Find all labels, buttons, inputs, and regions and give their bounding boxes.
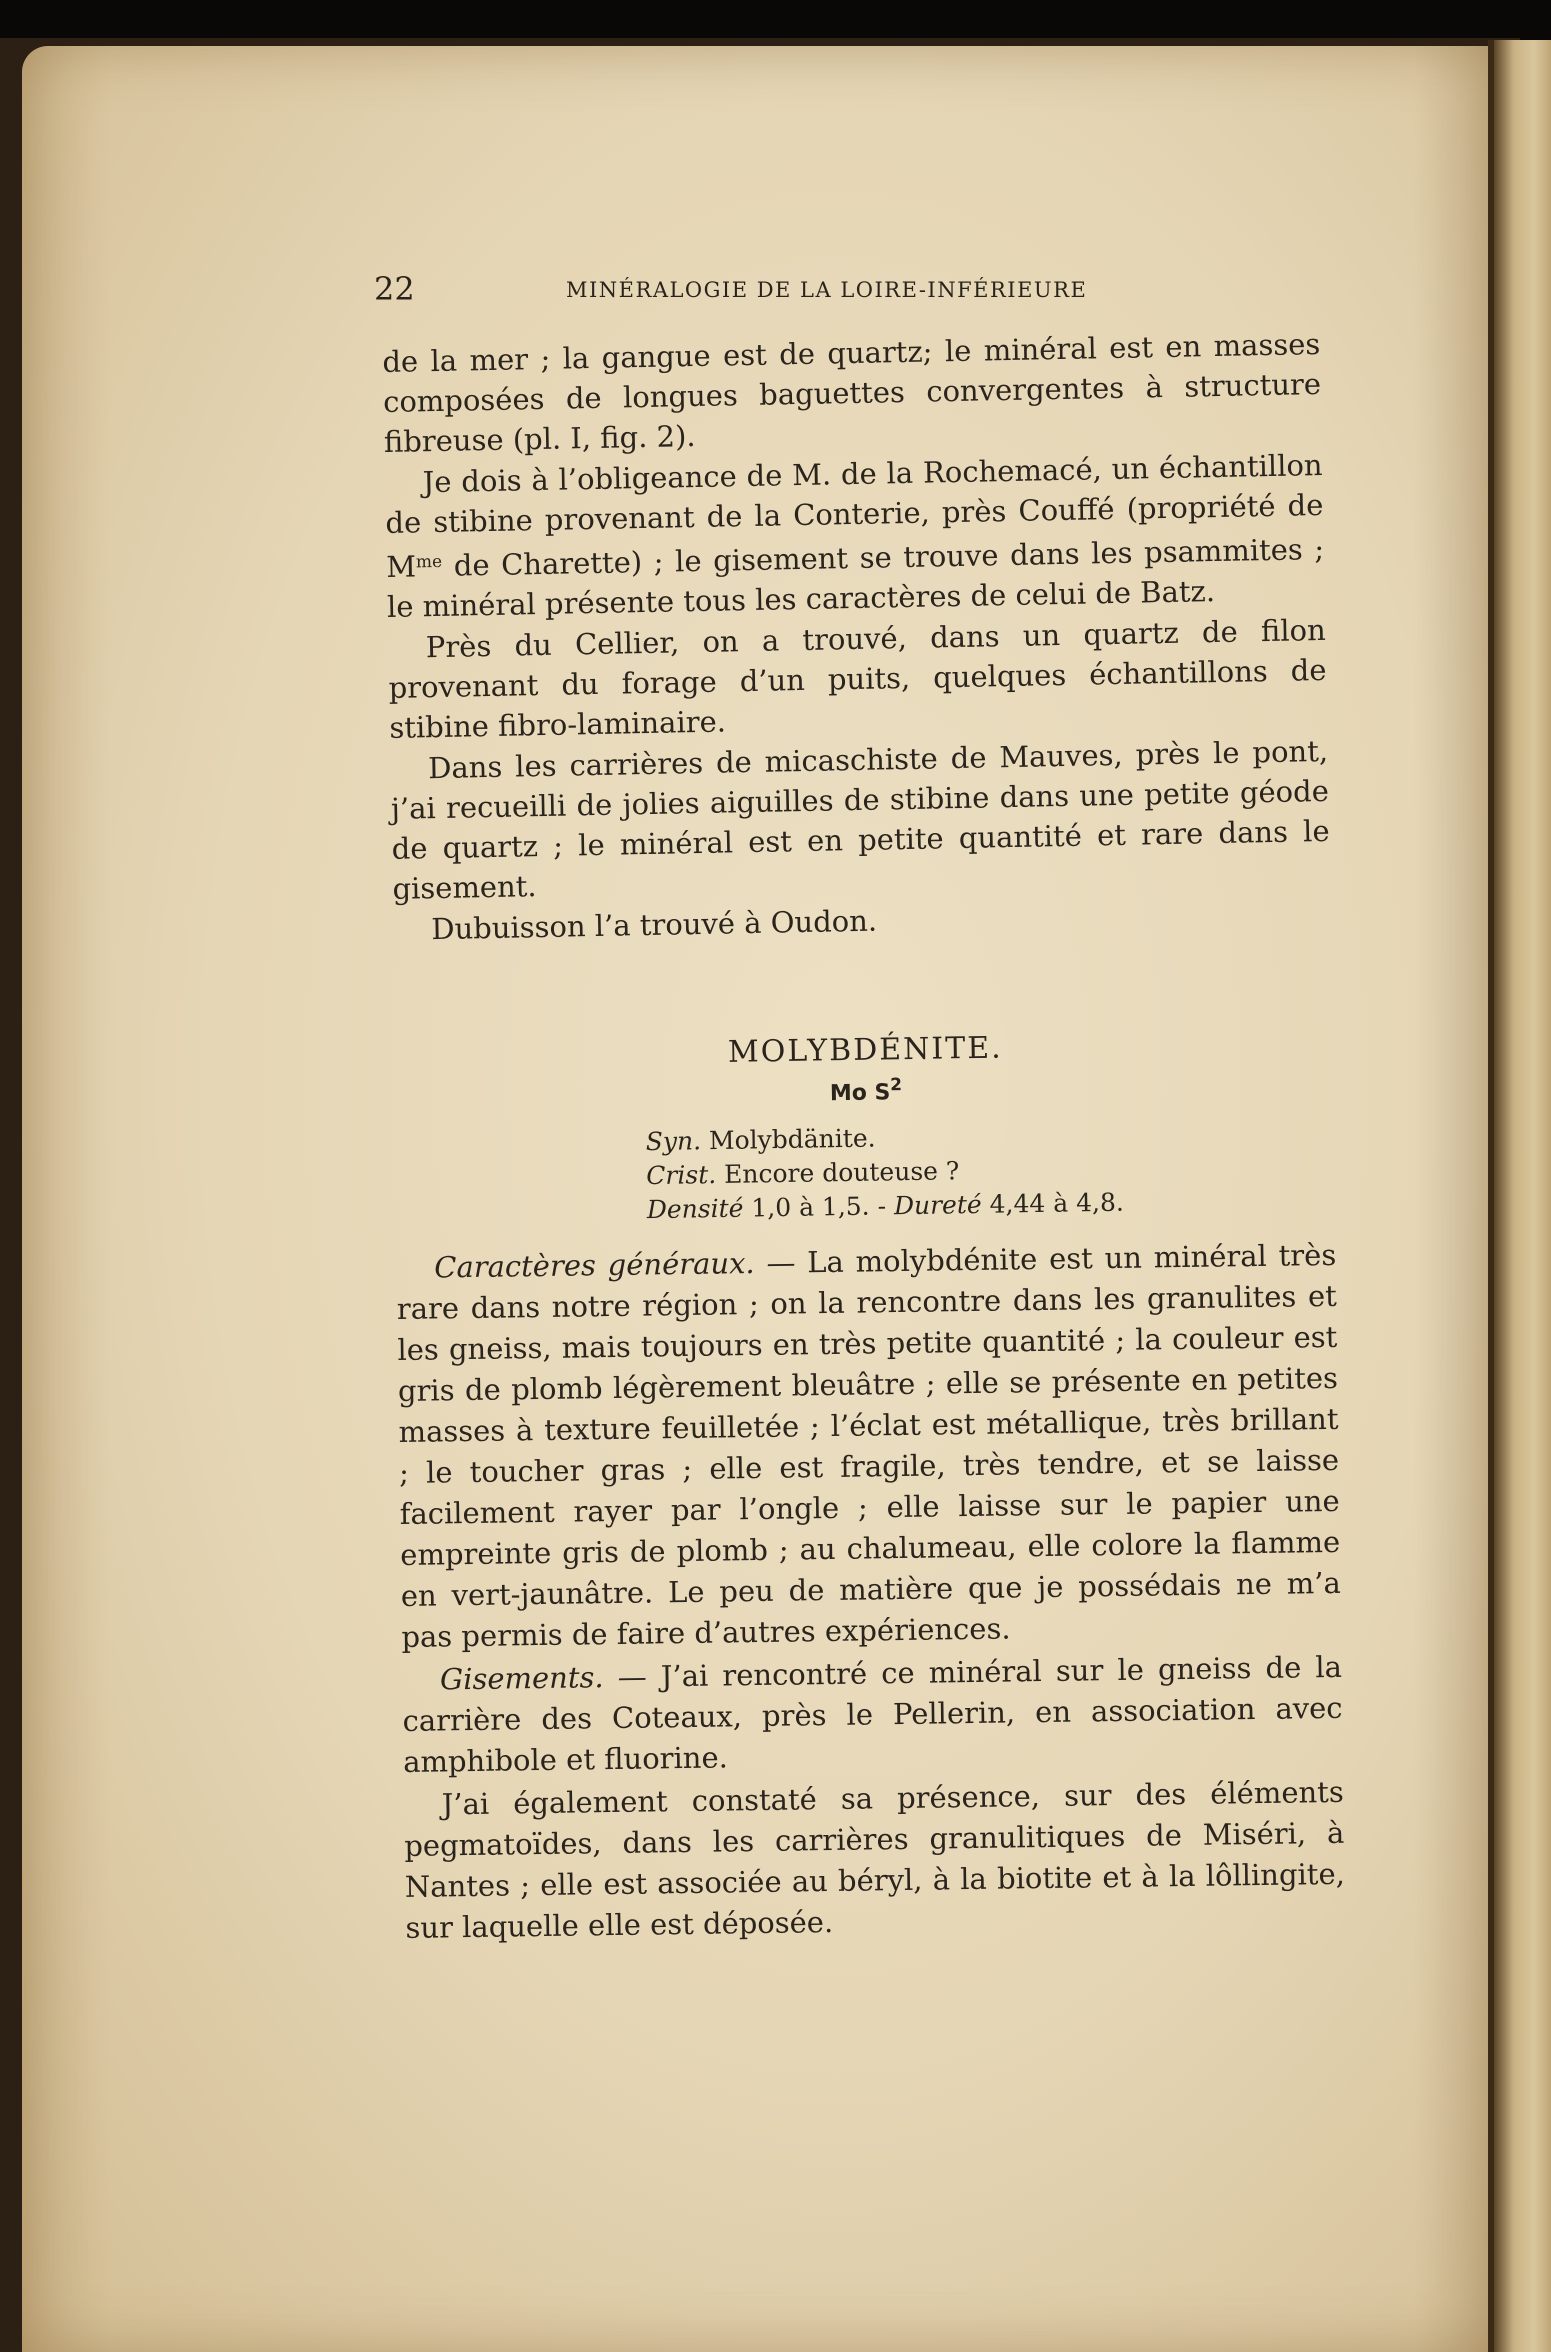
mineral-description bbox=[396, 1235, 1346, 1951]
paragraph-gisements bbox=[402, 1647, 1344, 1783]
caracteres-text: La molybdénite est un minéral très rare dans notre région ; on la rencontre dans les granulites et les gneiss, mais toujours en très petite quantité ; la couleur est gris de plomb légèrement bleuâtre ; elle se présente en petites masses à texture feuilletée ; l’éclat est métallique, très brillant ; le toucher gras ; elle est fragile, très tendre, et se laisse facilement rayer par l’ongle ; elle laisse sur le papier une empreinte gris de plomb ; au chalumeau, elle colore la flamme en vert-jaunâtre. Le peu de matière que je possédais ne m’a pas permis de faire d’autres expériences. bbox=[396, 1237, 1342, 1654]
honorific bbox=[386, 549, 443, 584]
prop-durete-label: Dureté bbox=[893, 1189, 982, 1221]
running-title: MINÉRALOGIE DE LA LOIRE-INFÉRIEURE bbox=[566, 278, 1088, 302]
prop-densite-value: 1,0 à 1,5. - bbox=[751, 1191, 887, 1223]
mineral-properties bbox=[645, 1114, 1333, 1227]
paragraph-rochemace bbox=[384, 445, 1325, 627]
honorific-sup: me bbox=[415, 551, 443, 573]
paragraph-rochemace-part2: de Charette) ; le gisement se trouve dans les psammites ; le minéral présente tous les caractères de celui de Batz. bbox=[386, 531, 1325, 624]
paragraph-mauves: Dans les carrières de micaschiste de Mauves, près le pont, j’ai recueilli de jolies aiguilles de stibine dans une petite géode de quartz ; le minéral est en petite quantité et rare dans le gisement. bbox=[390, 733, 1330, 906]
gisements-label: Gisements. — bbox=[439, 1659, 647, 1697]
paragraph-continued: de la mer ; la gangue est de quartz; le minéral est en masses composées de longues baguettes convergentes à structure fibreuse (pl. I, fig. 2). bbox=[382, 326, 1322, 459]
prop-durete-value: 4,44 à 4,8. bbox=[989, 1187, 1125, 1219]
prop-crist-label: Crist. bbox=[646, 1160, 717, 1191]
formula-base: Mo S bbox=[829, 1080, 891, 1107]
prop-densite-label: Densité bbox=[646, 1193, 744, 1225]
body-text bbox=[382, 324, 1332, 951]
paragraph-miseri: J’ai également constaté sa présence, sur des éléments pegmatoïdes, dans les carrières granulitiques de Miséri, à Nantes ; elle est associée au béryl, à la biotite et à la lôllingite, sur laquelle elle est déposée. bbox=[404, 1774, 1346, 1945]
paragraph-oudon: Dubuisson l’a trouvé à Oudon. bbox=[430, 903, 878, 947]
paragraph-caracteres bbox=[396, 1235, 1342, 1658]
next-page-edge bbox=[1494, 40, 1551, 2352]
honorific-base: M bbox=[385, 549, 417, 584]
mineral-formula bbox=[401, 1068, 1331, 1113]
prop-syn-value: Molybdänite. bbox=[708, 1123, 876, 1156]
paragraph-cellier: Près du Cellier, on a trouvé, dans un quartz de filon provenant du forage d’un puits, quelques échantillons de stibine fibro-laminaire. bbox=[388, 612, 1327, 745]
gisements-text: J’ai rencontré ce minéral sur le gneiss de la carrière des Coteaux, près le Pellerin, en association avec amphibole et fluorine. bbox=[402, 1649, 1343, 1779]
caracteres-label: Caractères généraux. — bbox=[434, 1245, 796, 1285]
paragraph-rochemace-part1: Je dois à l’obligeance de M. de la Rochemacé, un échantillon de stibine provenant de la Conterie, près Couffé (propriété de bbox=[385, 447, 1324, 540]
page-header bbox=[374, 264, 1214, 314]
page-number: 22 bbox=[374, 270, 415, 308]
prop-crist-value: Encore douteuse ? bbox=[723, 1156, 960, 1189]
mineral-title: MOLYBDÉNITE. bbox=[727, 1030, 1003, 1070]
formula-sup: 2 bbox=[890, 1075, 903, 1096]
prop-syn-label: Syn. bbox=[645, 1126, 702, 1157]
mineral-heading-section bbox=[400, 1017, 1333, 1231]
